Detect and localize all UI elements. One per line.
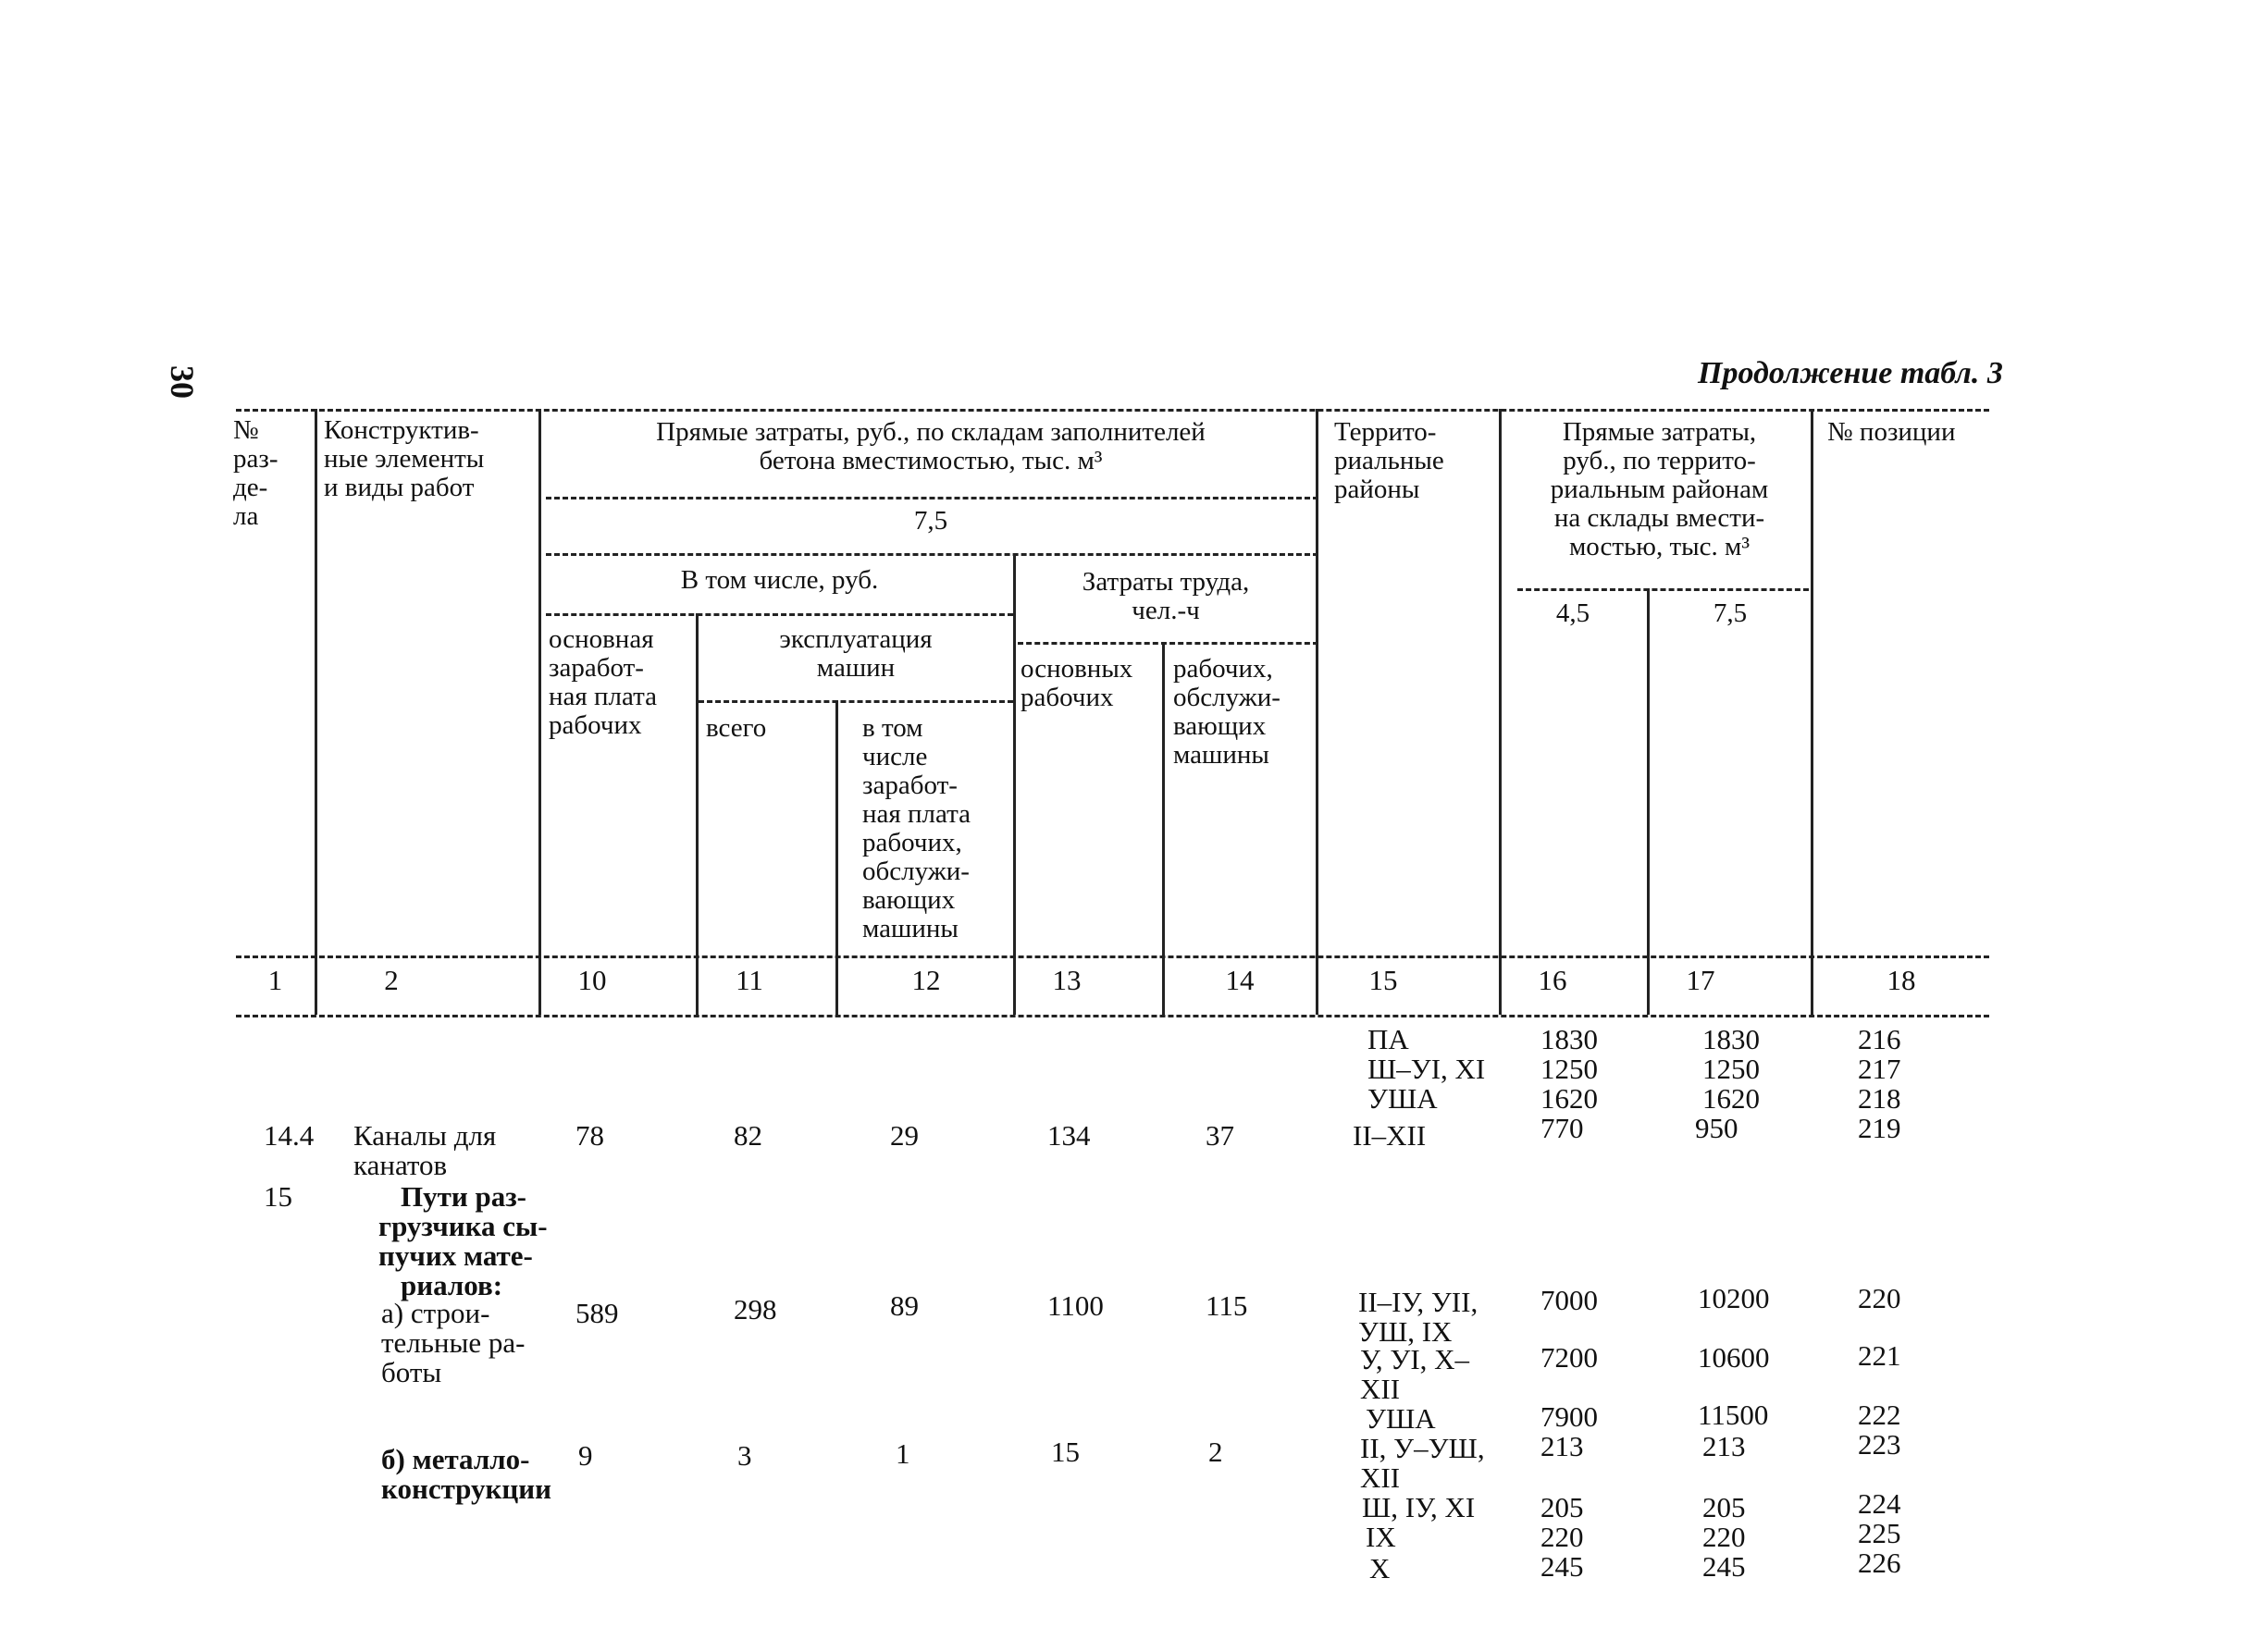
section-number: 14.4: [264, 1119, 315, 1152]
machine-wage-cell: 89: [890, 1289, 919, 1322]
cost-75-cell: 10200: [1698, 1282, 1770, 1314]
colnum-10: 10: [577, 964, 607, 996]
machine-wage-cell: 29: [890, 1119, 919, 1152]
region-cell: II–IУ, УII, УШ, IX: [1358, 1286, 1478, 1348]
region-cell: Ш–УI, XI: [1367, 1053, 1486, 1085]
position-cell: 216: [1858, 1023, 1901, 1055]
cost-45-cell: 1250: [1540, 1053, 1598, 1085]
region-cell: УША: [1366, 1402, 1436, 1435]
service-workers-header: рабочих, обслужи- вающих машины: [1173, 654, 1280, 770]
position-cell: 225: [1858, 1517, 1901, 1549]
position-cell: 218: [1858, 1082, 1901, 1115]
colnum-15: 15: [1368, 964, 1398, 996]
cost-45-cell: 205: [1540, 1491, 1584, 1523]
cap-75-header: 7,5: [1713, 598, 1748, 628]
cost-75-cell: 950: [1695, 1112, 1738, 1144]
element-name: а) строи- тельные ра- боты: [381, 1297, 526, 1388]
cost-75-cell: 1830: [1702, 1023, 1760, 1055]
region-cell: ПА: [1367, 1023, 1409, 1055]
territorial-header: Террито- риальные районы: [1334, 417, 1444, 504]
labor-main-cell: 134: [1047, 1119, 1091, 1152]
colnum-17: 17: [1686, 964, 1715, 996]
cost-45-cell: 770: [1540, 1112, 1584, 1144]
capacity-header: 7,5: [913, 506, 948, 536]
colnum-12: 12: [911, 964, 941, 996]
position-cell: 222: [1858, 1399, 1901, 1431]
region-cell: У, УI, X– XII: [1360, 1343, 1470, 1405]
cost-75-cell: 11500: [1698, 1399, 1769, 1431]
position-cell: 219: [1858, 1112, 1901, 1144]
cost-45-cell: 7200: [1540, 1341, 1598, 1374]
cost-45-cell: 1620: [1540, 1082, 1598, 1115]
cost-75-cell: 245: [1702, 1550, 1746, 1583]
position-cell: 221: [1858, 1339, 1901, 1372]
position-cell: 226: [1858, 1547, 1901, 1579]
position-cell: 223: [1858, 1428, 1901, 1461]
incl-rub-header: В том числе, руб.: [680, 565, 879, 595]
labor-service-cell: 2: [1208, 1436, 1223, 1468]
region-cell: Ш, IУ, XI: [1362, 1491, 1476, 1523]
colnum-14: 14: [1225, 964, 1255, 996]
region-cell: IX: [1366, 1521, 1396, 1553]
colnum-18: 18: [1887, 964, 1916, 996]
machine-total-cell: 82: [734, 1119, 762, 1152]
cost-75-cell: 205: [1702, 1491, 1746, 1523]
position-no-header: № позиции: [1827, 417, 1956, 447]
base-wage-header: основная заработ- ная плата рабочих: [549, 624, 657, 740]
cap-45-header: 4,5: [1555, 598, 1590, 628]
labor-main-cell: 15: [1051, 1436, 1080, 1468]
main-workers-header: основных рабочих: [1021, 654, 1133, 712]
cost-75-cell: 220: [1702, 1521, 1746, 1553]
total-header: всего: [706, 713, 767, 743]
machine-total-cell: 298: [734, 1293, 777, 1325]
colnum-1: 1: [267, 964, 283, 996]
position-cell: 220: [1858, 1282, 1901, 1314]
region-cell: УША: [1367, 1082, 1438, 1115]
element-name: Пути раз- грузчика сы- пучих мате- риалов:: [378, 1180, 548, 1301]
element-name: б) металло- конструкции: [381, 1443, 551, 1505]
section-number: 15: [264, 1180, 292, 1213]
position-cell: 224: [1858, 1487, 1901, 1520]
cost-45-cell: 213: [1540, 1430, 1584, 1462]
territorial-costs-header: Прямые затраты, руб., по террито- риальным районам на склады вмести- мостью, тыс. м³: [1550, 417, 1769, 561]
incl-wage-header: в том числе заработ- ная плата рабочих, обслужи- вающих машины: [862, 713, 971, 943]
continuation-label: Продолжение табл. 3: [1698, 356, 2003, 390]
labor-main-cell: 1100: [1047, 1289, 1104, 1322]
base-wage-cell: 589: [575, 1297, 619, 1329]
base-wage-cell: 78: [575, 1119, 604, 1152]
direct-costs-header: Прямые затраты, руб., по складам заполнителей бетона вместимостью, тыс. м³: [656, 417, 1206, 475]
region-cell: II, У–УШ, XII: [1360, 1432, 1485, 1494]
cost-45-cell: 220: [1540, 1521, 1584, 1553]
cost-45-cell: 1830: [1540, 1023, 1598, 1055]
cost-75-cell: 10600: [1698, 1341, 1770, 1374]
cost-45-cell: 7000: [1540, 1284, 1598, 1316]
labor-service-cell: 37: [1206, 1119, 1234, 1152]
element-name: Каналы для канатов: [353, 1119, 497, 1181]
region-cell: II–XII: [1353, 1119, 1427, 1152]
cost-45-cell: 245: [1540, 1550, 1584, 1583]
colnum-13: 13: [1052, 964, 1082, 996]
colnum-16: 16: [1538, 964, 1567, 996]
labor-header: Затраты труда, чел.-ч: [1082, 567, 1250, 625]
machine-ops-header: эксплуатация машин: [779, 624, 933, 683]
colnum-11: 11: [736, 964, 763, 996]
page-number: 30: [164, 365, 201, 399]
cost-75-cell: 213: [1702, 1430, 1746, 1462]
machine-total-cell: 3: [737, 1439, 752, 1472]
base-wage-cell: 9: [578, 1439, 593, 1472]
col-elements-header: Конструктив- ные элементы и виды работ: [324, 415, 485, 502]
cost-75-cell: 1620: [1702, 1082, 1760, 1115]
colnum-2: 2: [384, 964, 399, 996]
machine-wage-cell: 1: [896, 1437, 910, 1470]
region-cell: X: [1369, 1552, 1391, 1584]
col-section-header: № раз- де- ла: [233, 415, 278, 531]
cost-45-cell: 7900: [1540, 1400, 1598, 1433]
position-cell: 217: [1858, 1053, 1901, 1085]
cost-75-cell: 1250: [1702, 1053, 1760, 1085]
labor-service-cell: 115: [1206, 1289, 1248, 1322]
